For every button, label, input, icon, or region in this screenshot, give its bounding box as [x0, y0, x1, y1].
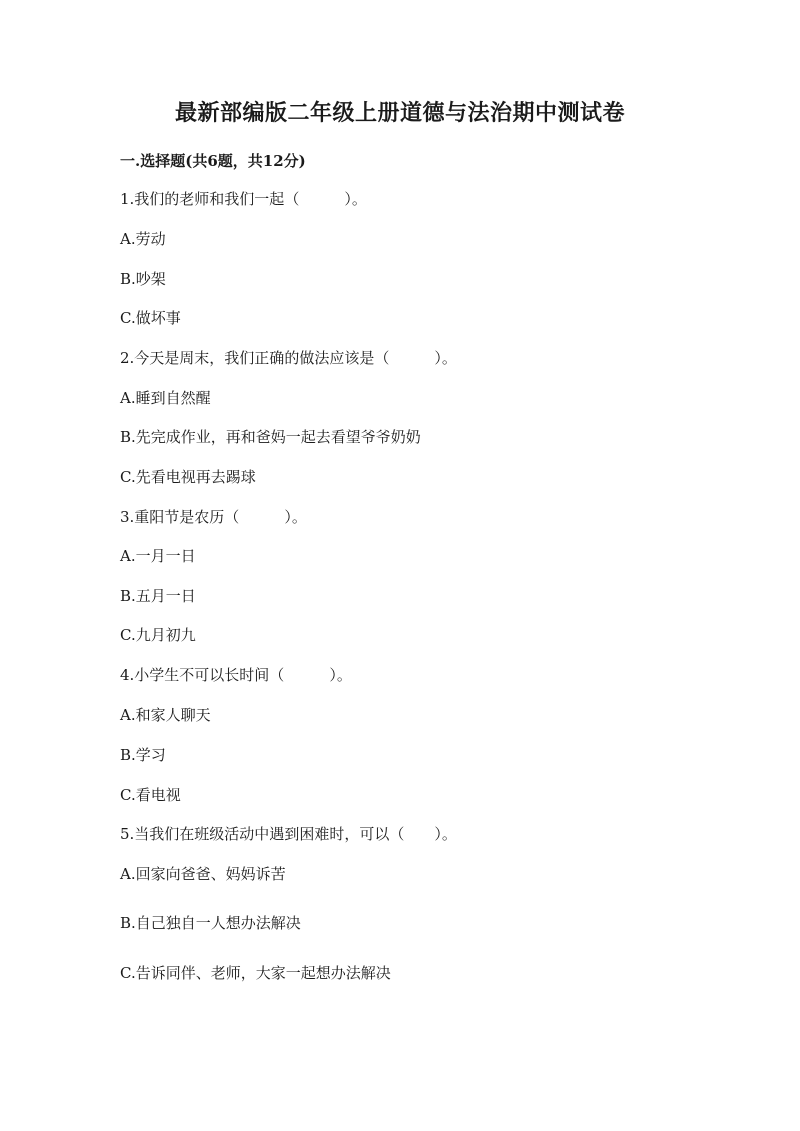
- option-1c: C.做坏事: [120, 309, 181, 327]
- question-1: 1.我们的老师和我们一起（ ）。: [120, 190, 367, 208]
- option-2b: B.先完成作业，再和爸妈一起去看望爷爷奶奶: [120, 428, 421, 446]
- option-4c: C.看电视: [120, 786, 181, 804]
- option-5c: C.告诉同伴、老师，大家一起想办法解决: [120, 964, 391, 982]
- question-2: 2.今天是周末，我们正确的做法应该是（ ）。: [120, 349, 457, 367]
- option-2c: C.先看电视再去踢球: [120, 468, 256, 486]
- page-title: 最新部编版二年级上册道德与法治期中测试卷: [174, 100, 625, 126]
- option-1a: A.劳动: [120, 230, 166, 248]
- option-3a: A.一月一日: [120, 547, 196, 565]
- option-2a: A.睡到自然醒: [120, 389, 211, 407]
- option-5b: B.自己独自一人想办法解决: [120, 914, 301, 932]
- option-3c: C.九月初九: [120, 626, 196, 644]
- question-3: 3.重阳节是农历（ ）。: [120, 508, 307, 526]
- option-4b: B.学习: [120, 746, 166, 764]
- option-4a: A.和家人聊天: [120, 706, 211, 724]
- option-1b: B.吵架: [120, 270, 166, 288]
- section-heading: 一.选择题(共6题，共12分): [120, 152, 306, 170]
- question-5: 5.当我们在班级活动中遇到困难时，可以（ ）。: [120, 825, 457, 843]
- option-5a: A.回家向爸爸、妈妈诉苦: [120, 865, 286, 883]
- option-3b: B.五月一日: [120, 587, 196, 605]
- question-4: 4.小学生不可以长时间（ ）。: [120, 666, 352, 684]
